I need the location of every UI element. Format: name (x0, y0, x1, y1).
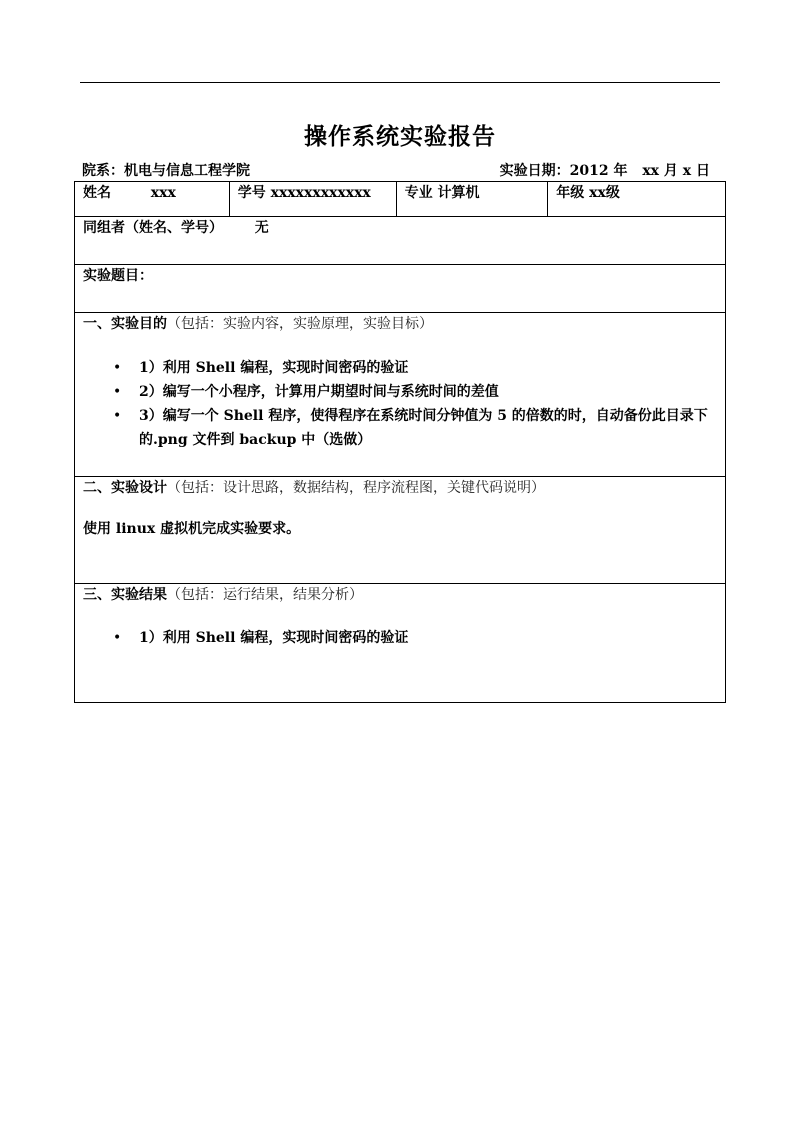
header-rule (80, 82, 720, 83)
purpose-heading: 一、实验目的 (83, 316, 167, 332)
name-label: 姓名 (83, 185, 111, 201)
major-cell (396, 182, 548, 217)
student-id-cell (229, 182, 396, 217)
design-row (75, 477, 726, 584)
grade-label: 年级 (556, 185, 585, 201)
list-item: • 2）编写一个小程序，计算用户期望时间与系统时间的差值 (83, 380, 725, 404)
department-label: 院系： (82, 163, 124, 179)
bullet-icon: • (113, 408, 122, 424)
date-month-unit: 月 (663, 163, 678, 179)
group-row (75, 217, 726, 265)
department-value: 机电与信息工程学院 (124, 163, 250, 179)
result-row (75, 584, 726, 703)
purpose-list (83, 356, 725, 452)
list-item: • 1）利用 Shell 编程，实现时间密码的验证 (83, 626, 725, 650)
group-cell (75, 217, 726, 265)
result-cell (75, 584, 726, 703)
report-title: 操作系统实验报告 (304, 123, 496, 150)
department-line (82, 160, 250, 180)
student-id-value: xxxxxxxxxxxx (270, 185, 371, 201)
date-label: 实验日期： (499, 163, 570, 179)
date-day: x (682, 163, 692, 179)
grade-value: xx (589, 185, 606, 201)
result-note: （包括：运行结果，结果分析） (167, 587, 363, 603)
purpose-note: （包括：实验内容，实验原理，实验目标） (167, 316, 433, 332)
design-heading: 二、实验设计 (83, 480, 167, 496)
result-list (83, 626, 725, 650)
purpose-heading-line (83, 313, 725, 335)
purpose-cell (75, 313, 726, 477)
design-body: 使用 linux 虚拟机完成实验要求。 (83, 521, 301, 537)
grade-unit: 级 (605, 185, 620, 201)
list-item: • 1）利用 Shell 编程，实现时间密码的验证 (83, 356, 725, 380)
report-table (74, 181, 726, 703)
major-label: 专业 (404, 185, 433, 201)
design-note: （包括：设计思路，数据结构，程序流程图，关键代码说明） (167, 480, 545, 496)
bullet-icon: • (113, 384, 122, 400)
date-year: 2012 (569, 163, 609, 179)
date-month: xx (642, 163, 660, 179)
purpose-row (75, 313, 726, 477)
student-id-label: 学号 (237, 185, 266, 201)
date-year-unit: 年 (613, 163, 628, 179)
grade-cell (548, 182, 726, 217)
group-value: 无 (254, 220, 269, 236)
list-item: • 3）编写一个 Shell 程序，使得程序在系统时间分钟值为 5 的倍数的时，自动备份此目录下的.png 文件到 backup 中（选做） (83, 404, 725, 452)
name-value: xxx (150, 185, 176, 201)
bullet-icon: • (113, 630, 122, 646)
topic-row (75, 265, 726, 313)
major-value: 计算机 (437, 185, 480, 201)
result-heading-line (83, 584, 725, 606)
group-label: 同组者（姓名、学号） (83, 220, 223, 236)
result-heading: 三、实验结果 (83, 587, 167, 603)
bullet-icon: • (113, 360, 122, 376)
design-cell (75, 477, 726, 584)
topic-cell (75, 265, 726, 313)
topic-label: 实验题目： (83, 268, 153, 284)
date-line (500, 160, 710, 180)
info-row (75, 182, 726, 217)
design-heading-line (83, 477, 725, 499)
date-day-unit: 日 (696, 163, 710, 179)
name-cell (75, 182, 230, 217)
